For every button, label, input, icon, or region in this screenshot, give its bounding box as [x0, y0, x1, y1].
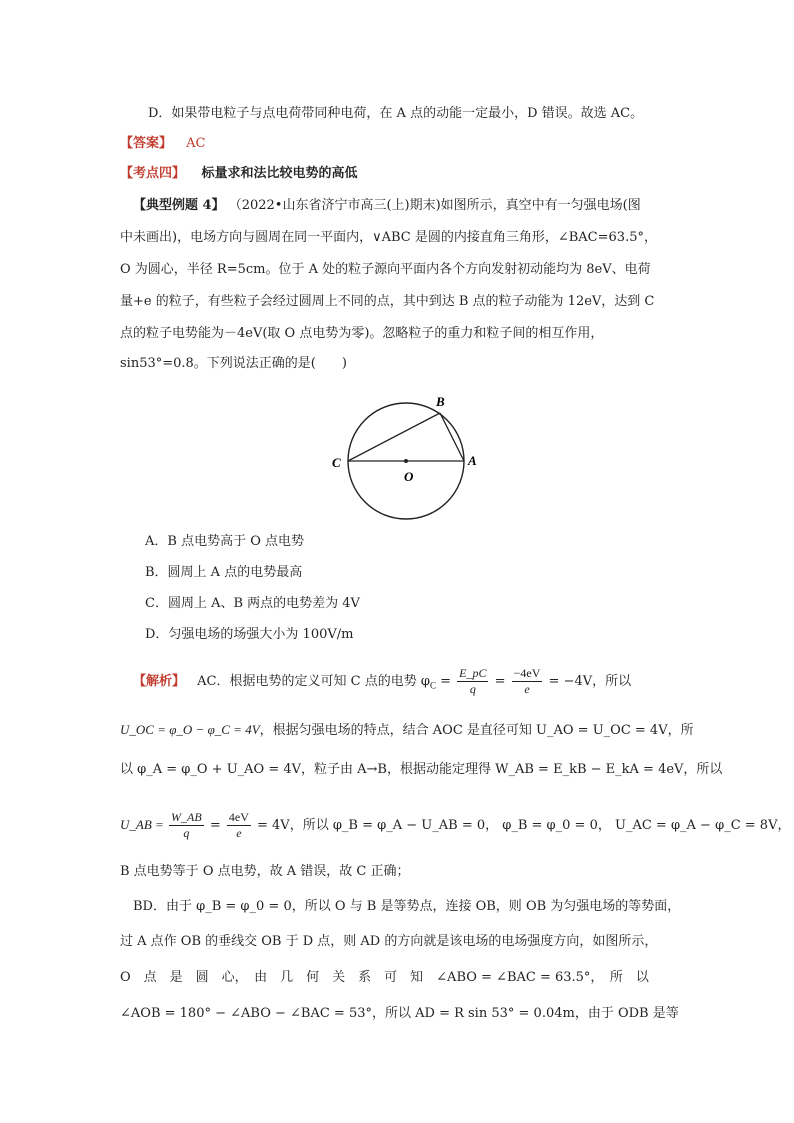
- example-text-1: （2022•山东省济宁市高三(上)期末)如图所示，真空中有一匀强电场(图: [228, 198, 641, 213]
- point-label: 【考点四】: [120, 166, 186, 181]
- fraction-numerator: −4eV: [513, 666, 541, 680]
- fraction-4ev-e: [512, 666, 543, 697]
- example-line-5: 点的粒子电势能为－4eV(取 O 点电势为零)。忽略粒子的重力和粒子间的相互作用，: [120, 326, 604, 341]
- label-c: C: [332, 455, 341, 470]
- fraction-epc-q: [457, 666, 488, 697]
- fraction-denominator: e: [236, 826, 242, 840]
- solution-line-7: 过 A 点作 OB 的垂线交 OB 于 D 点，则 AD 的方向就是该电场的电场强度方向，如图所示，: [120, 934, 658, 949]
- solution-text-2b: ，根据匀强电场的特点，结合 AOC 是直径可知 U_AO = U_OC = 4V，所: [259, 723, 694, 738]
- solution-line-1: 【解析】 AC．根据电势的定义可知 C 点的电势 $\varphi_C$ = $\frac{E\_pC}{q}$ = $\frac{-4eV}{e}$ = −4V，所以: [133, 666, 632, 696]
- answer-value: AC: [186, 136, 206, 151]
- option-c: C．圆周上 A、B 两点的电势差为 4V: [145, 596, 360, 611]
- solution-text-1a: AC．根据电势的定义可知 C 点的电势 φ: [197, 674, 430, 689]
- example-line-4: 量+e 的粒子，有些粒子会经过圆周上不同的点，其中到达 B 点的粒子动能为 12eV，达到 C: [120, 294, 655, 309]
- solution-label: 【解析】: [133, 674, 186, 689]
- fraction-4ev-e-2: [227, 810, 251, 841]
- label-a: A: [468, 453, 477, 468]
- solution-line-4: U_AB = $\frac{W\_AB}{q}$ = $\frac{4eV}{e}$ = 4V，所以 φ_B = φ_A − U_AB = 0， φ_B = φ_0 = 0， U_AC = φ_A − φ_C = 8V，: [120, 810, 791, 840]
- option-a: A．B 点电势高于 O 点电势: [145, 534, 304, 549]
- label-o: O: [404, 469, 414, 484]
- option-d: D．匀强电场的场强大小为 100V/m: [145, 627, 354, 642]
- example-line-2: 中未画出)，电场方向与圆周在同一平面内，∨ABC 是圆的内接直角三角形，∠BAC=63.5°，: [120, 230, 657, 245]
- option-d-conclusion: D．如果带电粒子与点电荷带同种电荷，在 A 点的动能一定最小，D 错误。故选 AC。: [148, 106, 644, 121]
- solution-line-5: B 点电势等于 O 点电势，故 A 错误，故 C 正确；: [120, 864, 410, 879]
- option-b: B．圆周上 A 点的电势最高: [145, 565, 303, 580]
- chord-cb: [348, 413, 440, 461]
- fraction-denominator: e: [524, 682, 530, 696]
- fraction-denominator: q: [183, 826, 190, 840]
- solution-text-1b: = −4V，所以: [544, 674, 632, 689]
- answer-label: 【答案】: [120, 136, 173, 151]
- fraction-numerator: W_AB: [171, 810, 202, 824]
- solution-line-3: 以 φ_A = φ_O + U_AO = 4V，粒子由 A→B，根据动能定理得 W_AB = E_kB − E_kA = 4eV，所以: [120, 762, 723, 777]
- fraction-numerator: 4eV: [228, 810, 249, 824]
- circle-figure: [330, 385, 490, 533]
- solution-line-8: O 点 是 圆 心， 由 几 何 关 系 可 知 ∠ABO = ∠BAC = 63.5°， 所 以: [120, 970, 649, 985]
- fraction-wab-q: [169, 810, 204, 841]
- point-heading: [120, 164, 358, 184]
- point-title: 标量求和法比较电势的高低: [201, 166, 358, 181]
- example-line-3: O 为圆心，半径 R=5cm。位于 A 处的粒子源向平面内各个方向发射初动能均为 8eV、电荷: [120, 262, 651, 277]
- answer-row: [120, 134, 206, 154]
- uoc-equation: U_OC = φ_O − φ_C = 4V: [120, 722, 260, 737]
- chord-ba: [440, 413, 464, 461]
- fraction-numerator: E_pC: [459, 666, 487, 680]
- center-dot: [404, 459, 408, 463]
- solution-text-4b: = 4V，所以 φ_B = φ_A − U_AB = 0， φ_B = φ_0 = 0， U_AC = φ_A − φ_C = 8V，: [252, 818, 791, 833]
- uab-label: U_AB =: [120, 817, 168, 832]
- label-b: B: [436, 394, 445, 409]
- eq-sign: =: [435, 674, 456, 689]
- solution-line-2: [120, 720, 694, 741]
- example-line-1: [133, 196, 641, 216]
- example-label: 【典型例题 4】: [133, 198, 225, 213]
- solution-line-6: BD．由于 φ_B = φ_0 = 0，所以 O 与 B 是等势点，连接 OB，则 OB 为匀强电场的等势面，: [133, 899, 681, 914]
- solution-line-9: ∠AOB = 180° − ∠ABO − ∠BAC = 53°，所以 AD = R sin 53° = 0.04m，由于 ODB 是等: [120, 1006, 679, 1021]
- example-line-6: sin53°=0.8。下列说法正确的是( ): [120, 356, 347, 371]
- fraction-denominator: q: [469, 682, 476, 696]
- phi-c-sub: C: [429, 680, 436, 691]
